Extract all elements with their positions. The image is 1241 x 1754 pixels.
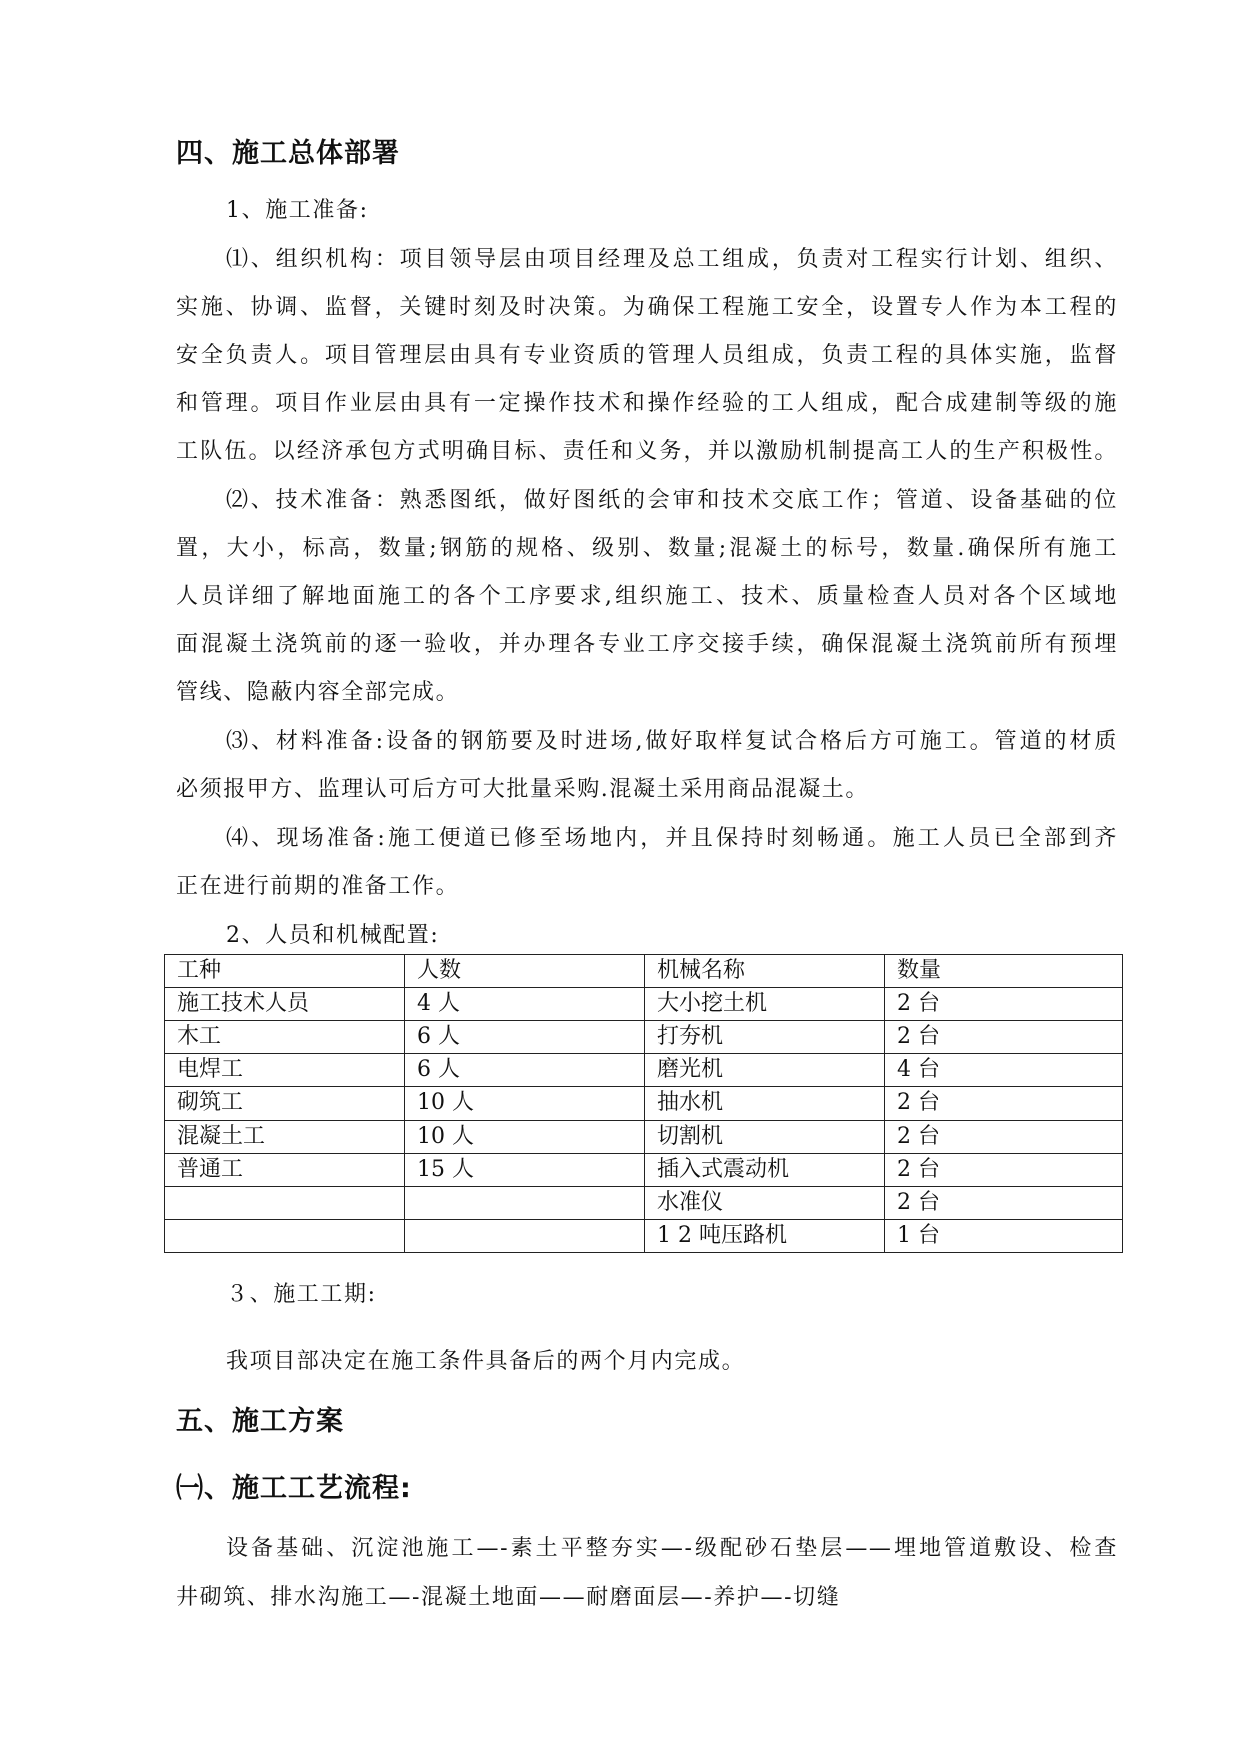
table-cell: 切割机 [645, 1120, 885, 1153]
p3-line-1: ⑶、材料准备:设备的钢筋要及时进场,做好取样复试合格后方可施工。管道的材质 [226, 729, 1118, 754]
table-cell: 15 人 [405, 1153, 645, 1186]
subsection-5-1-title: ㈠、施工工艺流程: [176, 1473, 412, 1504]
table-cell: 1 2 吨压路机 [645, 1219, 885, 1252]
table-row [165, 1021, 1123, 1054]
table-row [165, 1219, 1123, 1252]
table-cell: 水准仪 [645, 1186, 885, 1219]
staff-machinery-table [164, 954, 1123, 1253]
table-cell: 6 人 [405, 1021, 645, 1054]
table-cell: 10 人 [405, 1087, 645, 1120]
p1-line-4: 和管理。项目作业层由具有一定操作技术和操作经验的工人组成，配合成建制等级的施 [176, 391, 1118, 416]
p2-line-2: 置，大小，标高，数量;钢筋的规格、级别、数量;混凝土的标号，数量.确保所有施工 [176, 536, 1118, 561]
p2-line-5: 管线、隐蔽内容全部完成。 [176, 680, 460, 705]
table-cell: 2 台 [885, 1120, 1123, 1153]
table-cell: 2 台 [885, 1021, 1123, 1054]
table-cell [165, 1219, 405, 1252]
subsection-3-title: ３、施工工期: [226, 1282, 377, 1307]
table-header-cell: 机械名称 [645, 955, 885, 988]
table-cell: 10 人 [405, 1120, 645, 1153]
table-header-cell: 数量 [885, 955, 1123, 988]
table-cell: 施工技术人员 [165, 988, 405, 1021]
table-row [165, 1087, 1123, 1120]
process-line-2: 井砌筑、排水沟施工—-混凝土地面——耐磨面层—-养护—-切缝 [176, 1585, 841, 1610]
schedule-text: 我项目部决定在施工条件具备后的两个月内完成。 [226, 1349, 746, 1374]
table-header-row [165, 955, 1123, 988]
p4-line-2: 正在进行前期的准备工作。 [176, 874, 460, 899]
table-row [165, 988, 1123, 1021]
p1-line-1: ⑴、组织机构：项目领导层由项目经理及总工组成，负责对工程实行计划、组织、 [226, 247, 1118, 272]
p2-line-4: 面混凝土浇筑前的逐一验收，并办理各专业工序交接手续，确保混凝土浇筑前所有预埋 [176, 632, 1118, 657]
p4-line-1: ⑷、现场准备:施工便道已修至场地内，并且保持时刻畅通。施工人员已全部到齐 [226, 826, 1118, 851]
table-cell: 2 台 [885, 1153, 1123, 1186]
p2-line-3: 人员详细了解地面施工的各个工序要求,组织施工、技术、质量检查人员对各个区域地 [176, 584, 1118, 609]
process-line-1: 设备基础、沉淀池施工—-素土平整夯实—-级配砂石垫层——埋地管道敷设、检查 [226, 1536, 1118, 1561]
p1-line-3: 安全负责人。项目管理层由具有专业资质的管理人员组成，负责工程的具体实施，监督 [176, 343, 1118, 368]
table-row [165, 1120, 1123, 1153]
p2-line-1: ⑵、技术准备：熟悉图纸，做好图纸的会审和技术交底工作；管道、设备基础的位 [226, 488, 1118, 513]
table-cell: 电焊工 [165, 1054, 405, 1087]
table-cell: 大小挖土机 [645, 988, 885, 1021]
table-row [165, 1054, 1123, 1087]
p1-line-2: 实施、协调、监督，关键时刻及时决策。为确保工程施工安全，设置专人作为本工程的 [176, 295, 1118, 320]
table-cell: 抽水机 [645, 1087, 885, 1120]
table-cell: 4 台 [885, 1054, 1123, 1087]
table-cell [405, 1186, 645, 1219]
table-cell: 插入式震动机 [645, 1153, 885, 1186]
table-cell [165, 1186, 405, 1219]
table-header-cell: 人数 [405, 955, 645, 988]
subsection-1-title: 1、施工准备: [226, 198, 369, 223]
table-cell: 2 台 [885, 988, 1123, 1021]
table-cell: 2 台 [885, 1186, 1123, 1219]
table-cell: 砌筑工 [165, 1087, 405, 1120]
section-5-title: 五、施工方案 [176, 1406, 344, 1437]
table-cell: 普通工 [165, 1153, 405, 1186]
p1-line-5: 工队伍。以经济承包方式明确目标、责任和义务，并以激励机制提高工人的生产积极性。 [176, 439, 1118, 464]
table-cell [405, 1219, 645, 1252]
table-header-cell: 工种 [165, 955, 405, 988]
table-cell: 混凝土工 [165, 1120, 405, 1153]
table-cell: 4 人 [405, 988, 645, 1021]
table-cell: 6 人 [405, 1054, 645, 1087]
table-cell: 2 台 [885, 1087, 1123, 1120]
table-cell: 打夯机 [645, 1021, 885, 1054]
table-cell: 1 台 [885, 1219, 1123, 1252]
section-4-title: 四、施工总体部署 [176, 138, 400, 169]
p3-line-2: 必须报甲方、监理认可后方可大批量采购.混凝土采用商品混凝土。 [176, 777, 869, 802]
table-cell: 磨光机 [645, 1054, 885, 1087]
table-row [165, 1186, 1123, 1219]
subsection-2-title: 2、人员和机械配置: [226, 923, 440, 948]
table-cell: 木工 [165, 1021, 405, 1054]
table-row [165, 1153, 1123, 1186]
